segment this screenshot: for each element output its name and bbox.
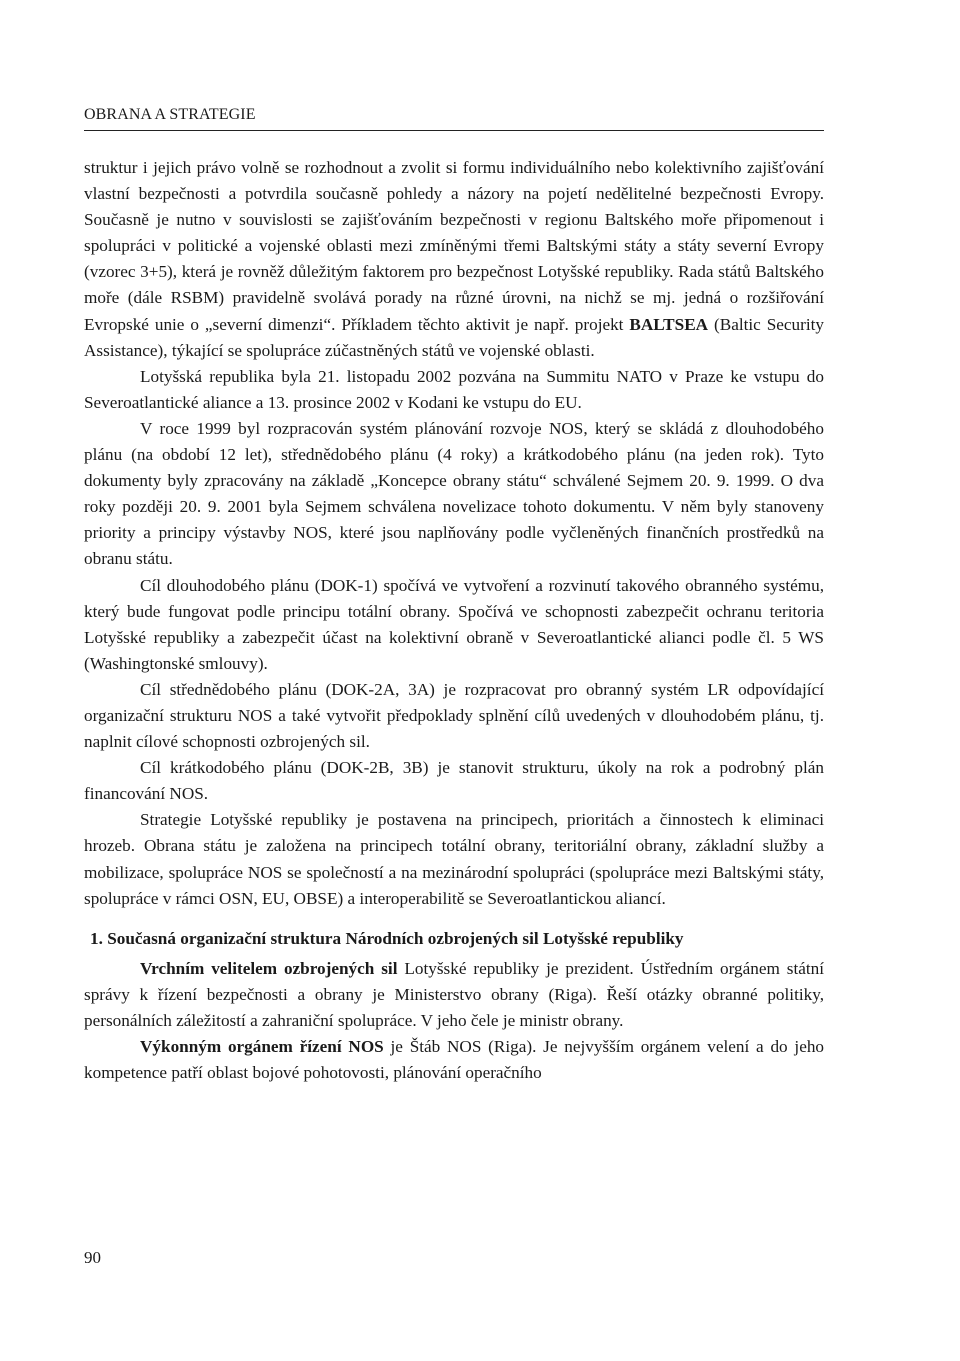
paragraph [84, 155, 824, 364]
section-heading: 1. Současná organizační struktura Národních ozbrojených sil Lotyšské republiky [90, 928, 684, 948]
paragraph [84, 956, 824, 1034]
paragraph: V roce 1999 byl rozpracován systém plánování rozvoje NOS, který se skládá z dlouhodobého plánu (na období 12 let), střednědobého plánu (4 roky) a krátkodobého plánu (na jeden rok). Tyto dokumenty byly zpracovány na základě „Koncepce obrany státu“ schválené Sejmem 20. 9. 1999. O dva roky později 20. 9. 2001 byla Sejmem schválena novelizace tohoto dokumentu. V něm byly stanoveny priority a principy výstavby NOS, které jsou naplňovány podle vyčleněných finančních prostředků na obranu státu. [84, 418, 824, 569]
header-rule [84, 130, 824, 131]
paragraph: Strategie Lotyšské republiky je postavena na principech, prioritách a činnostech k eliminaci hrozeb. Obrana státu je založena na principech totální obrany, teritoriální obrany, základní služby a mobilizace, spolupráce NOS se společností a na mezinárodní spolupráci (spolupráce mezi Baltskými státy, spolupráce v rámci OSN, EU, OBSE) a interoperabilitě se Severoatlantickou aliancí. [84, 810, 824, 908]
running-header: OBRANA A STRATEGIE [84, 106, 256, 123]
bold-term: Vrchním velitelem ozbrojených sil [140, 958, 398, 978]
paragraph: Cíl krátkodobého plánu (DOK-2B, 3B) je stanovit strukturu, úkoly na rok a podrobný plán financování NOS. [84, 758, 824, 804]
paragraph-text: struktur i jejich právo volně se rozhodnout a zvolit si formu individuálního nebo kolektivního zajišťování vlastní bezpečnosti a potvrdila současně pohledy a názory na pojetí nedělitelné bezpečnosti Evropy. Současně je nutno v souvislosti se zajišťováním bezpečnosti v regionu Baltského moře připomenout i spolupráci v politické a vojenské oblasti mezi zmíněnými třemi Baltskými státy a státy severní Evropy (vzorec 3+5), která je rovněž důležitým faktorem pro bezpečnost Lotyšské republiky. Rada států Baltského moře (dále RSBM) pravidelně svolává porady na různé úrovni, na nichž se mj. jedná o rozšiřování Evropské unie o „severní dimenzi“. Příkladem těchto aktivit je např. projekt [84, 158, 824, 334]
page-number: 90 [84, 1248, 101, 1267]
paragraph-text: (Baltic Security Assistance), týkající se spolupráce zúčastněných států ve vojenské oblasti. [84, 314, 824, 360]
paragraph-text: je Štáb NOS (Riga). Je nejvyšším orgánem velení a do jeho kompetence patří oblast bojové pohotovosti, plánování operačního [84, 1037, 825, 1083]
page-body [84, 155, 824, 1086]
bold-term: BALTSEA [629, 314, 709, 334]
paragraph: Lotyšská republika byla 21. listopadu 2002 pozvána na Summitu NATO v Praze ke vstupu do Severoatlantické aliance a 13. prosince 2002 v Kodani ke vstupu do EU. [84, 366, 824, 412]
paragraph-text: Lotyšské republiky je prezident. Ústředním orgánem státní správy k řízení bezpečnosti a obrany je Ministerstvo obrany (Riga). Řeší otázky obranné politiky, personálních záležitostí a zahraniční spolupráce. V jeho čele je ministr obrany. [84, 958, 824, 1030]
paragraph: Cíl střednědobého plánu (DOK-2A, 3A) je rozpracovat pro obranný systém LR odpovídající organizační strukturu NOS a také vytvořit předpoklady splnění cílů uvedených v dlouhodobém plánu, tj. naplnit cílové schopnosti ozbrojených sil. [84, 679, 824, 752]
paragraph [84, 1034, 824, 1086]
paragraph: Cíl dlouhodobého plánu (DOK-1) spočívá ve vytvoření a rozvinutí takového obranného systému, který bude fungovat podle principu totální obrany. Spočívá ve schopnosti zabezpečit ochranu teritoria Lotyšské republiky a zabezpečit účast na kolektivní obraně v Severoatlantické alianci podle čl. 5 WS (Washingtonské smlouvy). [84, 575, 824, 673]
bold-term: Výkonným orgánem řízení NOS [140, 1037, 384, 1056]
